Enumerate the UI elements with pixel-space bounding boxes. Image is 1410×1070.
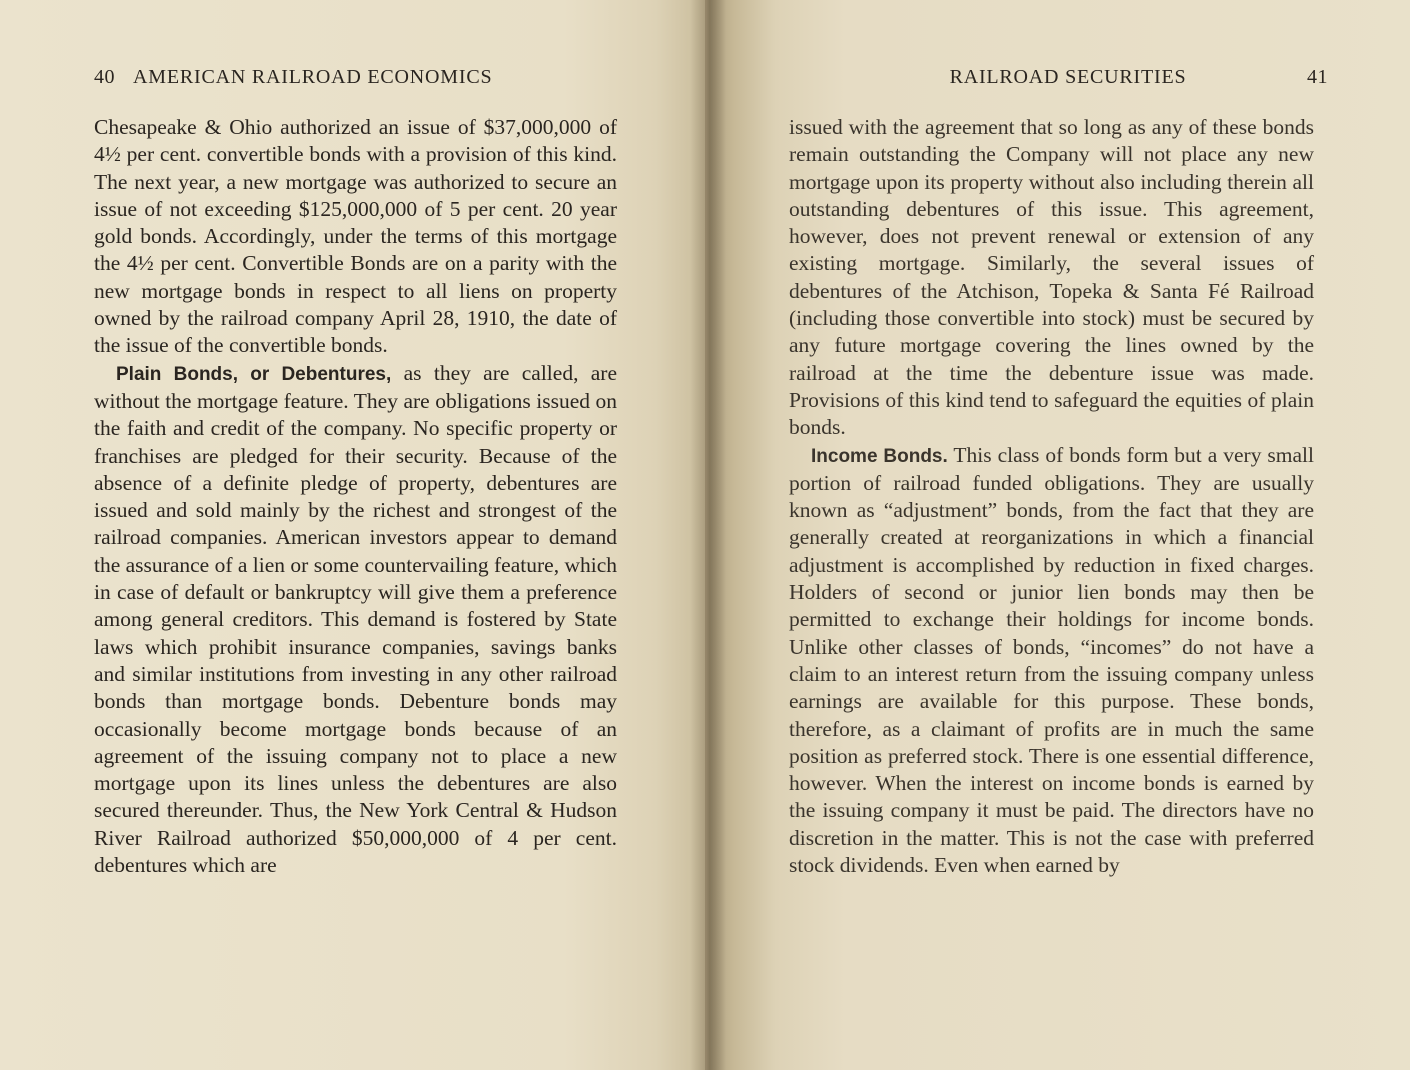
right-paragraph-2-text: This class of bonds form but a very small portion of railroad funded obligations. They are usually known as “adjustment” bonds, from the fact that they are generally created at reorganizations in which a financial adjustment is accomplished by reduction in fixed charges. Holders of second or junior lien bonds may then be permitted to exchange their holdings for income bonds. Unlike other classes of bonds, “incomes” do not have a claim to an interest return from the issuing company unless earnings are available for this purpose. These bonds, therefore, as a claimant of profits are in much the same position as preferred stock. There is one essential difference, however. When the interest on income bonds is earned by the issuing company it must be paid. The directors have no discretion in the matter. This is not the case with preferred stock dividends. Even when earned by	[789, 442, 1314, 878]
left-running-head	[94, 66, 617, 94]
right-running-title: RAILROAD SECURITIES	[949, 66, 1187, 88]
income-bonds-heading: Income Bonds.	[811, 445, 948, 467]
right-paragraph-2	[789, 442, 1314, 880]
left-body-text	[94, 114, 617, 879]
right-page	[705, 0, 1410, 1070]
plain-bonds-heading: Plain Bonds, or Debentures,	[116, 363, 392, 385]
right-running-head	[789, 66, 1328, 94]
left-page-number: 40	[94, 66, 115, 88]
left-paragraph-2	[94, 360, 617, 880]
left-paragraph-1: Chesapeake & Ohio authorized an issue of $37,000,000 of 4½ per cent. convertible bonds with a provision of this kind. The next year, a new mortgage was authorized to secure an issue of not exceeding $125,000,000 of 5 per cent. 20 year gold bonds. Accordingly, under the terms of this mortgage the 4½ per cent. Convertible Bonds are on a parity with the new mortgage bonds in respect to all liens on property owned by the railroad company April 28, 1910, the date of the issue of the convertible bonds.	[94, 115, 617, 358]
right-page-number: 41	[1307, 66, 1328, 88]
left-running-title: AMERICAN RAILROAD ECONOMICS	[133, 66, 493, 88]
right-body-text	[789, 114, 1314, 879]
left-paragraph-2-text: as they are called, are without the mortgage feature. They are obligations issued on the faith and credit of the company. No specific property or franchises are pledged for their security. Because of the absence of a definite pledge of property, debentures are issued and sold mainly by the richest and strongest of the railroad companies. American investors appear to demand the assurance of a lien or some countervailing feature, which in case of default or bankruptcy will give them a preference among general creditors. This demand is fostered by State laws which prohibit insurance companies, savings banks and similar institutions from investing in any other railroad bonds than mortgage bonds. Debenture bonds may occasionally become mortgage bonds because of an agreement of the issuing company not to place a new mortgage upon its lines unless the debentures are also secured thereunder. Thus, the New York Central & Hudson River Railroad authorized $50,000,000 of 4 per cent. debentures which are	[94, 360, 618, 878]
right-paragraph-1: issued with the agreement that so long as any of these bonds remain outstanding the Company will not place any new mortgage upon its property without also including therein all outstanding debentures of this issue. This agreement, however, does not prevent renewal or extension of any existing mortgage. Similarly, the several issues of debentures of the Atchison, Topeka & Santa Fé Railroad (including those convertible into stock) must be secured by any future mortgage covering the lines owned by the railroad at the time the debenture issue was made. Provisions of this kind tend to safeguard the equities of plain bonds.	[789, 115, 1314, 440]
